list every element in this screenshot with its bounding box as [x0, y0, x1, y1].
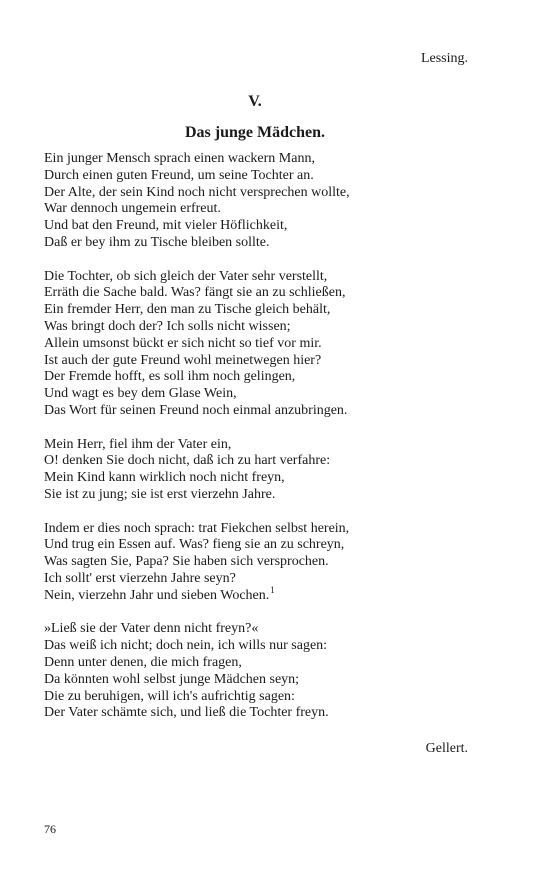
- stanza-3: [44, 437, 474, 504]
- stanza-2: [44, 269, 474, 420]
- stanza-5: [44, 621, 474, 722]
- verse-line: Und wagt es bey dem Glase Wein,: [44, 386, 237, 402]
- footnote-marker: 1: [270, 585, 275, 596]
- poem-title: Das junge Mädchen.: [184, 124, 325, 141]
- verse-line: Ich sollt' erst vierzehn Jahre seyn?: [44, 570, 236, 586]
- stanza-1: [44, 151, 474, 252]
- verse-line: Erräth die Sache bald. Was? fängt sie an zu schließen,: [44, 285, 346, 301]
- verse-line: Ein junger Mensch sprach einen wackern Mann,: [44, 151, 315, 166]
- poem-body: [44, 151, 474, 739]
- poem-author: Gellert.: [425, 741, 468, 756]
- stanza-4: [44, 521, 474, 605]
- poem-number: V.: [248, 93, 262, 110]
- previous-poem-author: Lessing.: [420, 51, 468, 66]
- verse-text: Nein, vierzehn Jahr und sieben Wochen.: [44, 587, 270, 603]
- verse-line: Daß er bey ihm zu Tische bleiben sollte.: [44, 234, 270, 250]
- verse-line-with-footnote: [44, 585, 474, 605]
- verse-line: Ein fremder Herr, den man zu Tische gleich behält,: [44, 302, 331, 318]
- verse-line: Indem er dies noch sprach: trat Fiekchen selbst herein,: [44, 520, 350, 536]
- verse-line: Der Fremde hofft, es soll ihm noch gelingen,: [44, 369, 296, 385]
- verse-line: »Ließ sie der Vater denn nicht freyn?«: [44, 621, 259, 637]
- verse-line: Und bat den Freund, mit vieler Höflichkeit,: [44, 218, 288, 234]
- verse-line: Denn unter denen, die mich fragen,: [44, 654, 242, 670]
- verse-line: Mein Kind kann wirklich noch nicht freyn,: [44, 470, 285, 486]
- verse-line: Und trug ein Essen auf. Was? fieng sie an zu schreyn,: [44, 537, 345, 553]
- verse-line: Die zu beruhigen, will ich's aufrichtig sagen:: [44, 688, 295, 704]
- verse-line: Was sagten Sie, Papa? Sie haben sich versprochen.: [44, 554, 329, 570]
- verse-line: Mein Herr, fiel ihm der Vater ein,: [44, 436, 232, 452]
- verse-line: Der Vater schämte sich, und ließ die Tochter freyn.: [44, 705, 329, 721]
- verse-line: Das Wort für seinen Freund noch einmal anzubringen.: [44, 402, 348, 418]
- verse-line: War dennoch ungemein erfreut.: [44, 201, 221, 217]
- verse-line: Der Alte, der sein Kind noch nicht versprechen wollte,: [44, 184, 350, 200]
- verse-line: Was bringt doch der? Ich solls nicht wissen;: [44, 318, 291, 334]
- verse-line: Allein umsonst bückt er sich nicht so tief vor mir.: [44, 335, 322, 351]
- page-number: 76: [44, 822, 56, 836]
- verse-line: Ist auch der gute Freund wohl meinetwegen hier?: [44, 352, 322, 368]
- verse-line: Da könnten wohl selbst junge Mädchen seyn;: [44, 671, 300, 687]
- verse-line: O! denken Sie doch nicht, daß ich zu hart verfahre:: [44, 453, 331, 469]
- verse-line: Das weiß ich nicht; doch nein, ich wills nur sagen:: [44, 638, 328, 654]
- verse-line: Die Tochter, ob sich gleich der Vater sehr verstellt,: [44, 268, 328, 284]
- verse-line: Sie ist zu jung; sie ist erst vierzehn Jahre.: [44, 486, 276, 502]
- verse-line: Durch einen guten Freund, um seine Tochter an.: [44, 167, 314, 183]
